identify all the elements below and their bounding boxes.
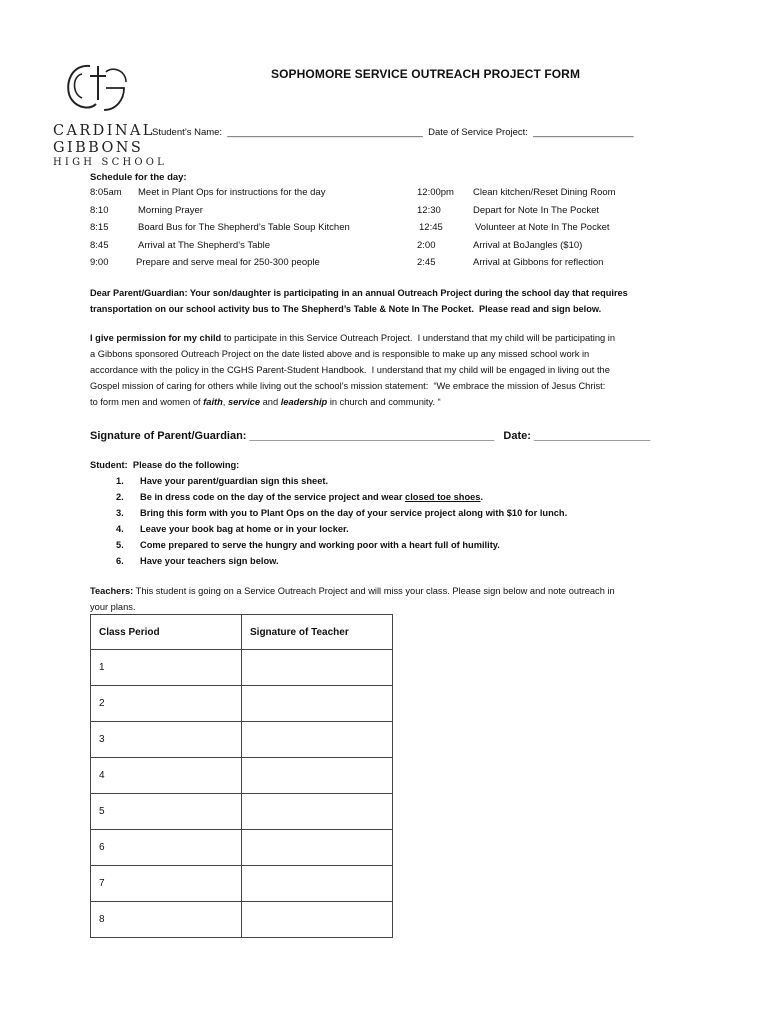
list-item: 1. Have your parent/guardian sign this sheet. (116, 476, 329, 486)
parent-signature-field[interactable]: Signature of Parent/Guardian: ________________________________________ Date: ___________________ (90, 430, 651, 442)
schedule-left-time: 8:05am (90, 187, 122, 198)
table-row (91, 758, 393, 794)
schedule-left-time: 8:15 (90, 222, 109, 233)
table-row (91, 902, 393, 938)
table-row (91, 686, 393, 722)
logo-line-gibbons: GIBBONS (53, 139, 144, 156)
form-title: SOPHOMORE SERVICE OUTREACH PROJECT FORM (271, 67, 581, 81)
schedule-left-text: Meet in Plant Ops for instructions for the day (138, 187, 326, 198)
schedule-right-time: 2:45 (417, 257, 436, 268)
permission-line: to form men and women of (90, 397, 204, 407)
schedule-right-time: 12:45 (419, 222, 443, 233)
teacher-signature-cell[interactable] (242, 722, 393, 758)
schedule-left-text: Board Bus for The Shepherd’s Table Soup Kitchen (138, 222, 350, 233)
teacher-signature-cell[interactable] (242, 866, 393, 902)
table-row (91, 794, 393, 830)
schedule-right-time: 12:30 (417, 205, 441, 216)
class-period-cell: 3 (91, 722, 242, 758)
logo-line-high-school: HIGH SCHOOL (53, 157, 168, 168)
word-service: service (227, 397, 261, 407)
closed-toe-shoes-emphasis: closed toe shoes (405, 492, 481, 502)
cgh-logo-mark-icon (60, 60, 132, 122)
teacher-signature-cell[interactable] (242, 758, 393, 794)
table-row (91, 830, 393, 866)
list-item: 4. Leave your book bag at home or in your locker. (116, 524, 349, 534)
teacher-signature-cell[interactable] (242, 650, 393, 686)
dear-parent-line: Dear Parent/Guardian: Your son/daughter is participating in an annual Outreach Project during the school day that requires (90, 288, 628, 298)
student-name-date-field[interactable]: Student’s Name: _____________________________________ Date of Service Project: ___________________ (152, 127, 634, 138)
student-instructions-heading: Student: Please do the following: (90, 460, 240, 470)
list-item: 2. Be in dress code on the day of the service project and wear closed toe shoes. (116, 492, 484, 502)
class-period-cell: 8 (91, 902, 242, 938)
teachers-note (90, 583, 680, 615)
teacher-signature-cell[interactable] (242, 794, 393, 830)
class-period-cell: 6 (91, 830, 242, 866)
dear-parent-paragraph (90, 285, 680, 317)
permission-lead: I give permission for my child (90, 333, 222, 343)
table-row (91, 722, 393, 758)
schedule-left-text: Morning Prayer (138, 205, 203, 216)
schedule-right-text: Clean kitchen/Reset Dining Room (473, 187, 616, 198)
teachers-line: your plans. (90, 602, 136, 612)
schedule-left-time: 8:45 (90, 240, 109, 251)
schedule-right-text: Arrival at Gibbons for reflection (473, 257, 604, 268)
permission-line: to participate in this Service Outreach Project. I understand that my child will be participating in (221, 333, 615, 343)
logo-line-cardinal: CARDINAL (53, 123, 155, 139)
teacher-signature-cell[interactable] (242, 830, 393, 866)
permission-line-end: in church and community. “ (327, 397, 441, 407)
schedule-right-time: 2:00 (417, 240, 436, 251)
schedule-heading: Schedule for the day: (90, 172, 187, 183)
teacher-signature-cell[interactable] (242, 902, 393, 938)
teacher-signature-cell[interactable] (242, 686, 393, 722)
teacher-signature-table (90, 614, 393, 938)
table-header-row (91, 615, 393, 650)
word-faith: faith (203, 397, 223, 407)
schedule-left-time: 9:00 (90, 257, 109, 268)
permission-punct: , (222, 397, 228, 407)
permission-line: a Gibbons sponsored Outreach Project on the date listed above and is responsible to make up any missed school work in (90, 349, 590, 359)
column-header-signature: Signature of Teacher (242, 615, 393, 650)
class-period-cell: 5 (91, 794, 242, 830)
list-item: 3. Bring this form with you to Plant Ops on the day of your service project along with $10 for lunch. (116, 508, 568, 518)
school-logo-wordmark (53, 124, 167, 168)
word-leadership: leadership (280, 397, 328, 407)
class-period-cell: 7 (91, 866, 242, 902)
permission-line: accordance with the policy in the CGHS Parent-Student Handbook. I understand that my child will be engaged in living out the (90, 365, 610, 375)
teachers-line: This student is going on a Service Outreach Project and will miss your class. Please sign below and note outreach in (133, 586, 615, 596)
schedule-left-text: Arrival at The Shepherd’s Table (138, 240, 271, 251)
teachers-label: Teachers: (90, 586, 134, 596)
schedule-right-time: 12:00pm (417, 187, 454, 198)
schedule-right-text: Volunteer at Note In The Pocket (475, 222, 610, 233)
table-row (91, 866, 393, 902)
permission-and: and (260, 397, 281, 407)
permission-paragraph (90, 330, 680, 410)
class-period-cell: 1 (91, 650, 242, 686)
class-period-cell: 4 (91, 758, 242, 794)
class-period-cell: 2 (91, 686, 242, 722)
schedule-right-text: Depart for Note In The Pocket (473, 205, 600, 216)
dear-parent-line: transportation on our school activity bus to The Shepherd’s Table & Note In The Pocket. Please read and sign below. (90, 304, 602, 314)
schedule-left-time: 8:10 (90, 205, 109, 216)
list-item: 6. Have your teachers sign below. (116, 556, 279, 566)
column-header-class-period: Class Period (91, 615, 242, 650)
schedule-left-text: Prepare and serve meal for 250-300 people (136, 257, 320, 268)
permission-line: Gospel mission of caring for others while living out the school’s mission statement: “We embrace the mission of Jesus Christ: (90, 381, 606, 391)
table-row (91, 650, 393, 686)
schedule-right-text: Arrival at BoJangles ($10) (473, 240, 583, 251)
list-item: 5. Come prepared to serve the hungry and working poor with a heart full of humility. (116, 540, 500, 550)
